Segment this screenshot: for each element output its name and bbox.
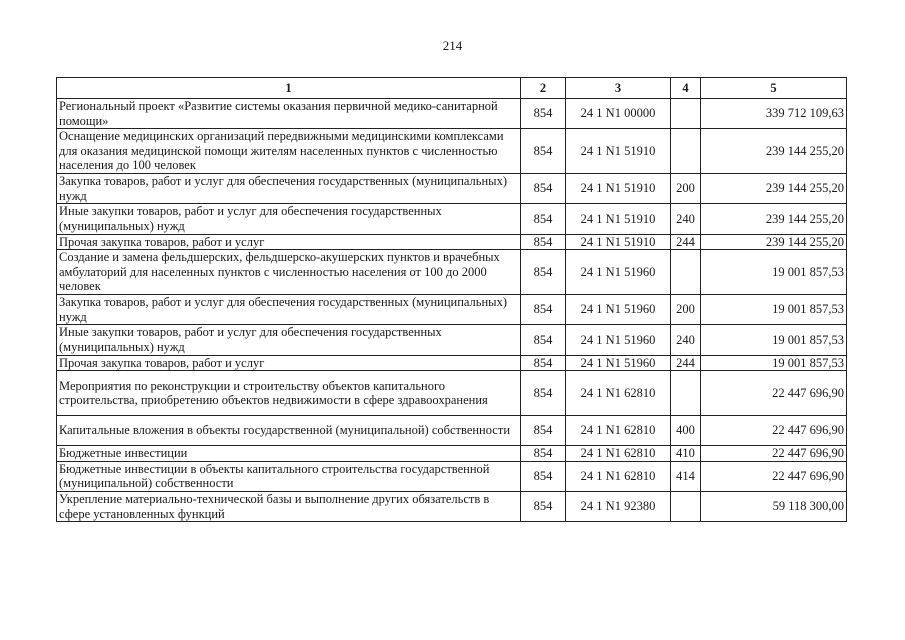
row-expense-type: 410 [671, 446, 701, 462]
row-ministry-code: 854 [521, 416, 566, 446]
row-target-code: 24 1 N1 51910 [566, 129, 671, 174]
row-ministry-code: 854 [521, 355, 566, 371]
row-amount: 19 001 857,53 [701, 250, 847, 295]
row-name: Оснащение медицинских организаций передвижными медицинскими комплексами для оказания медицинской помощи жителям населенных пунктов с численностью населения до 100 человек [57, 129, 521, 174]
row-expense-type: 244 [671, 234, 701, 250]
row-ministry-code: 854 [521, 204, 566, 234]
row-ministry-code: 854 [521, 174, 566, 204]
row-amount: 239 144 255,20 [701, 204, 847, 234]
row-expense-type [671, 491, 701, 521]
row-expense-type [671, 99, 701, 129]
table-row [57, 99, 847, 129]
row-expense-type [671, 129, 701, 174]
table-row [57, 355, 847, 371]
row-name: Укрепление материально-технической базы и выполнение других обязательств в сфере установленных функций [57, 491, 521, 521]
row-name: Закупка товаров, работ и услуг для обеспечения государственных (муниципальных) нужд [57, 295, 521, 325]
row-name: Прочая закупка товаров, работ и услуг [57, 355, 521, 371]
row-amount: 22 447 696,90 [701, 446, 847, 462]
row-target-code: 24 1 N1 51910 [566, 234, 671, 250]
row-ministry-code: 854 [521, 99, 566, 129]
row-amount: 239 144 255,20 [701, 174, 847, 204]
row-name: Иные закупки товаров, работ и услуг для обеспечения государственных (муниципальных) нужд [57, 204, 521, 234]
row-amount: 19 001 857,53 [701, 355, 847, 371]
row-amount: 59 118 300,00 [701, 491, 847, 521]
budget-table [56, 77, 847, 522]
row-amount: 22 447 696,90 [701, 371, 847, 416]
row-target-code: 24 1 N1 51960 [566, 355, 671, 371]
row-expense-type: 200 [671, 295, 701, 325]
column-header: 2 [521, 78, 566, 99]
row-expense-type [671, 250, 701, 295]
column-header: 1 [57, 78, 521, 99]
row-name: Закупка товаров, работ и услуг для обеспечения государственных (муниципальных) нужд [57, 174, 521, 204]
row-ministry-code: 854 [521, 129, 566, 174]
row-ministry-code: 854 [521, 250, 566, 295]
row-ministry-code: 854 [521, 446, 566, 462]
row-target-code: 24 1 N1 62810 [566, 461, 671, 491]
row-expense-type [671, 371, 701, 416]
row-amount: 19 001 857,53 [701, 325, 847, 355]
row-expense-type: 244 [671, 355, 701, 371]
table-row [57, 461, 847, 491]
row-target-code: 24 1 N1 51960 [566, 325, 671, 355]
row-amount: 339 712 109,63 [701, 99, 847, 129]
row-amount: 239 144 255,20 [701, 234, 847, 250]
row-target-code: 24 1 N1 51910 [566, 204, 671, 234]
row-ministry-code: 854 [521, 371, 566, 416]
table-row [57, 204, 847, 234]
row-ministry-code: 854 [521, 295, 566, 325]
row-expense-type: 414 [671, 461, 701, 491]
row-target-code: 24 1 N1 51960 [566, 295, 671, 325]
table-row [57, 491, 847, 521]
column-header: 5 [701, 78, 847, 99]
row-name: Капитальные вложения в объекты государственной (муниципальной) собственности [57, 416, 521, 446]
table-row [57, 371, 847, 416]
row-ministry-code: 854 [521, 461, 566, 491]
table-row [57, 234, 847, 250]
row-target-code: 24 1 N1 51960 [566, 250, 671, 295]
table-body [57, 99, 847, 522]
column-header: 3 [566, 78, 671, 99]
row-target-code: 24 1 N1 62810 [566, 416, 671, 446]
row-expense-type: 240 [671, 204, 701, 234]
row-name: Создание и замена фельдшерских, фельдшерско-акушерских пунктов и врачебных амбулаторий для населенных пунктов с численностью населения от 100 до 2000 человек [57, 250, 521, 295]
row-ministry-code: 854 [521, 234, 566, 250]
table-row [57, 446, 847, 462]
table-row [57, 250, 847, 295]
row-name: Бюджетные инвестиции [57, 446, 521, 462]
table-row [57, 325, 847, 355]
table-row [57, 174, 847, 204]
row-expense-type: 240 [671, 325, 701, 355]
table-row [57, 295, 847, 325]
row-amount: 22 447 696,90 [701, 416, 847, 446]
header-row [57, 78, 847, 99]
row-target-code: 24 1 N1 62810 [566, 446, 671, 462]
table-row [57, 129, 847, 174]
row-name: Региональный проект «Развитие системы оказания первичной медико-санитарной помощи» [57, 99, 521, 129]
row-ministry-code: 854 [521, 491, 566, 521]
row-target-code: 24 1 N1 92380 [566, 491, 671, 521]
row-name: Прочая закупка товаров, работ и услуг [57, 234, 521, 250]
row-ministry-code: 854 [521, 325, 566, 355]
row-target-code: 24 1 N1 62810 [566, 371, 671, 416]
row-name: Иные закупки товаров, работ и услуг для обеспечения государственных (муниципальных) нужд [57, 325, 521, 355]
row-target-code: 24 1 N1 00000 [566, 99, 671, 129]
row-name: Бюджетные инвестиции в объекты капитального строительства государственной (муниципальной) собственности [57, 461, 521, 491]
row-target-code: 24 1 N1 51910 [566, 174, 671, 204]
table-row [57, 416, 847, 446]
row-name: Мероприятия по реконструкции и строительству объектов капитального строительства, приобретению объектов недвижимости в сфере здравоохранения [57, 371, 521, 416]
row-amount: 19 001 857,53 [701, 295, 847, 325]
row-amount: 239 144 255,20 [701, 129, 847, 174]
row-expense-type: 400 [671, 416, 701, 446]
page-number: 214 [442, 38, 463, 53]
column-header: 4 [671, 78, 701, 99]
row-expense-type: 200 [671, 174, 701, 204]
row-amount: 22 447 696,90 [701, 461, 847, 491]
